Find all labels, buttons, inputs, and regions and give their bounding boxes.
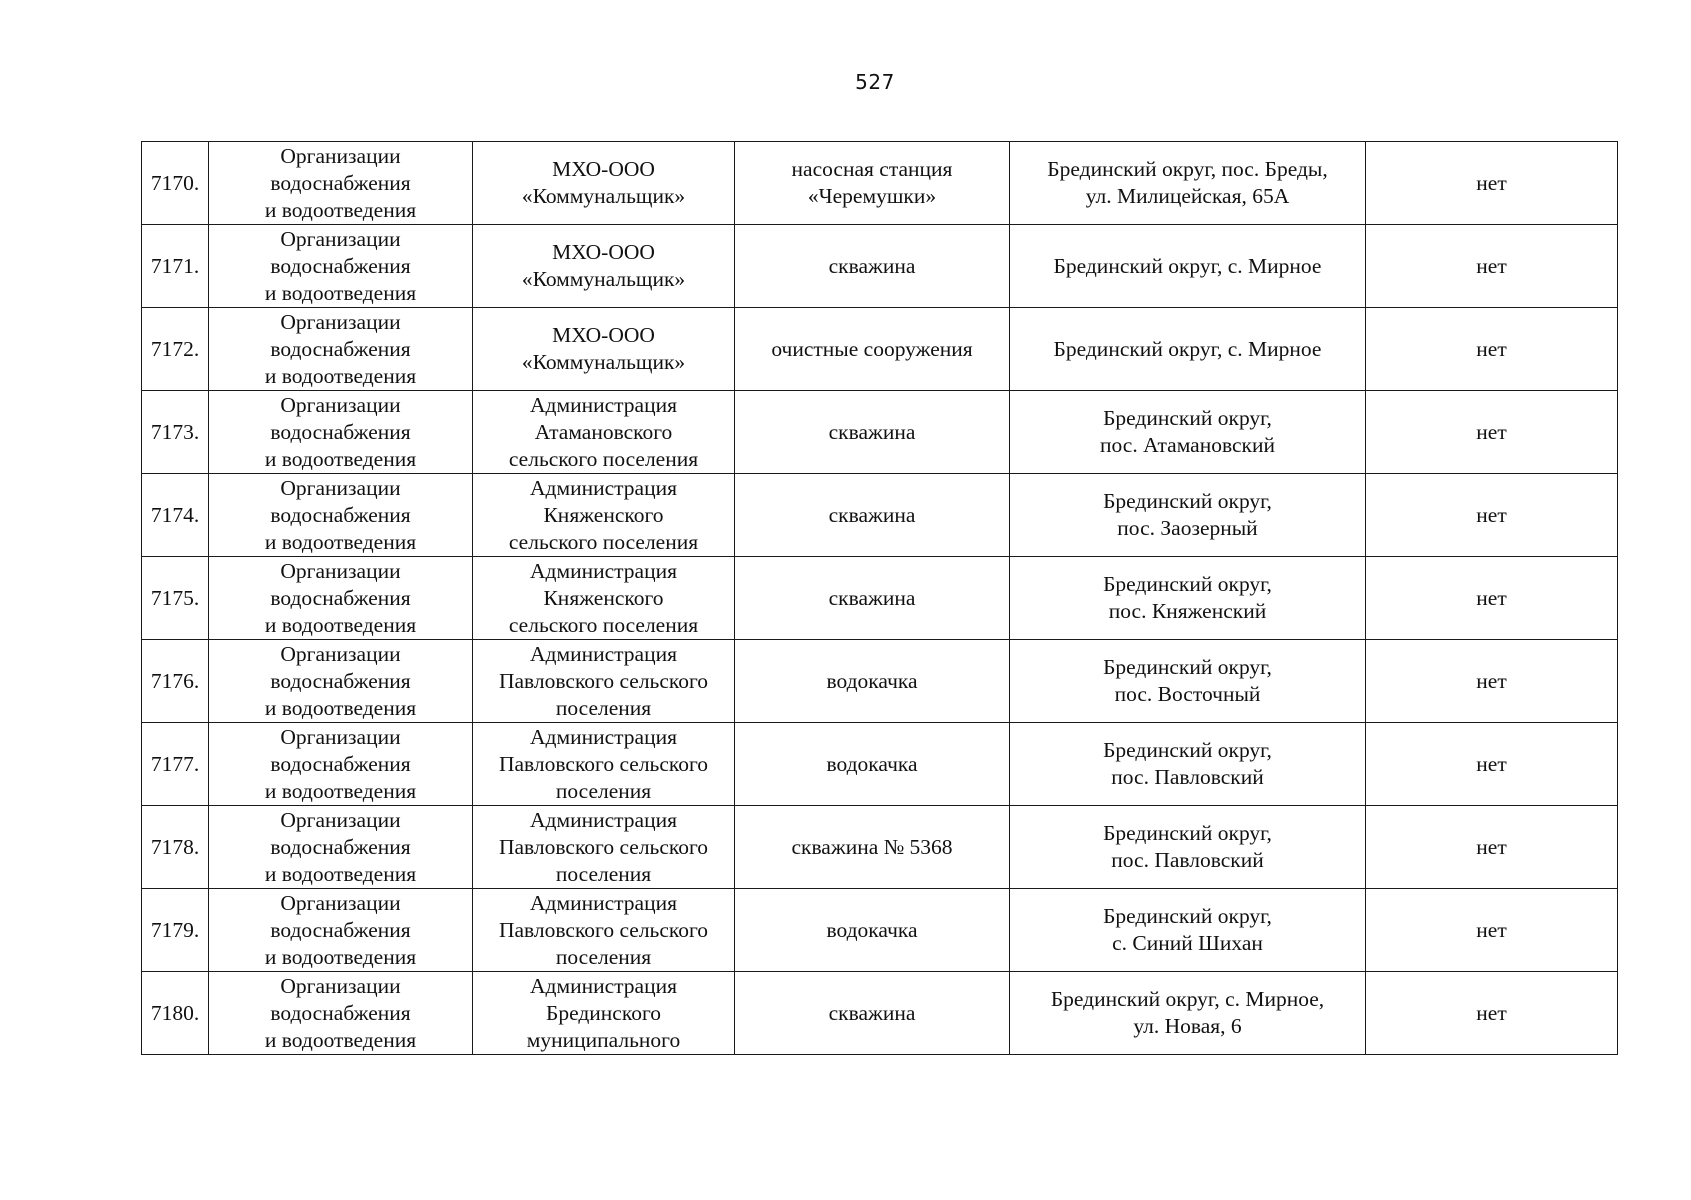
address-cell-lines [1014, 156, 1361, 210]
category-cell-line: и водоотведения [264, 612, 417, 637]
object-cell-line: водокачка [826, 668, 918, 693]
organization-cell-line: Администрация [530, 475, 677, 500]
object-cell [735, 225, 1010, 308]
category-cell-lines [213, 558, 468, 639]
organization-cell-line: МХО-ООО [552, 240, 655, 264]
category-cell [209, 557, 473, 640]
address-cell-line: с. Синий Шихан [1112, 931, 1263, 955]
flag-cell-text: нет [1476, 1000, 1507, 1025]
object-cell-line: скважина [828, 1000, 916, 1025]
address-cell-line: пос. Восточный [1114, 682, 1261, 706]
address-cell-line: Брединский округ, [1103, 904, 1272, 928]
organization-cell-lines [477, 239, 730, 293]
category-cell [209, 889, 473, 972]
category-cell-line: Организации [280, 392, 401, 417]
flag-cell [1366, 225, 1618, 308]
flag-cell [1366, 640, 1618, 723]
organization-cell-line: Администрация [530, 558, 677, 583]
category-cell [209, 225, 473, 308]
row-number [142, 972, 209, 1055]
address-cell-line: Брединский округ, пос. Бреды, [1047, 157, 1328, 181]
organization-cell-line: поселения [555, 861, 652, 886]
category-cell-line: Организации [280, 890, 401, 915]
organization-cell [473, 142, 735, 225]
row-number-text: 7172. [150, 336, 200, 361]
address-cell-lines [1014, 405, 1361, 459]
table-row [142, 972, 1618, 1055]
organization-cell-line: Павловского сельского [498, 751, 709, 776]
object-cell-line: скважина [828, 419, 916, 444]
object-cell-lines [739, 834, 1005, 861]
row-number [142, 308, 209, 391]
object-cell-lines [739, 156, 1005, 210]
category-cell-line: водоснабжения [270, 502, 411, 527]
object-cell-lines [739, 419, 1005, 446]
organization-cell-line: Брединского [546, 1000, 661, 1025]
object-cell [735, 557, 1010, 640]
category-cell [209, 391, 473, 474]
category-cell-line: Организации [280, 475, 401, 500]
flag-cell-text: нет [1476, 834, 1507, 859]
object-cell-lines [739, 253, 1005, 280]
organization-cell-line: Администрация [530, 973, 677, 998]
organization-cell-lines [477, 322, 730, 376]
flag-cell-text: нет [1476, 419, 1507, 444]
object-cell-lines [739, 917, 1005, 944]
address-cell-lines [1014, 488, 1361, 542]
organization-cell-lines [477, 392, 730, 473]
organization-cell [473, 474, 735, 557]
page-number: 527 [855, 70, 895, 94]
category-cell-lines [213, 143, 468, 224]
organization-cell [473, 225, 735, 308]
row-number-text: 7180. [150, 1000, 200, 1025]
row-number-text: 7178. [150, 834, 200, 859]
organization-cell-line: Администрация [530, 724, 677, 749]
category-cell [209, 308, 473, 391]
organization-cell-line: Павловского сельского [498, 834, 709, 859]
organization-cell-line: поселения [555, 778, 652, 803]
address-cell [1010, 225, 1366, 308]
category-cell-lines [213, 807, 468, 888]
address-cell [1010, 142, 1366, 225]
organization-cell-line: Княженского [543, 585, 664, 610]
organization-cell-line: МХО-ООО [552, 157, 655, 181]
address-cell-line: Брединский округ, с. Мирное [1053, 336, 1322, 361]
category-cell-line: и водоотведения [264, 280, 417, 305]
organization-cell-line: сельского поселения [508, 612, 699, 637]
organization-cell [473, 640, 735, 723]
row-number-text: 7175. [150, 585, 200, 610]
category-cell-line: водоснабжения [270, 585, 411, 610]
address-cell [1010, 474, 1366, 557]
organization-cell-line: «Коммунальщик» [521, 184, 686, 208]
category-cell-line: Организации [280, 226, 401, 251]
row-number [142, 889, 209, 972]
category-cell-line: и водоотведения [264, 1027, 417, 1052]
address-cell-line: Брединский округ, [1103, 406, 1272, 430]
address-cell-line: Брединский округ, [1103, 821, 1272, 845]
organization-cell-line: Атамановского [534, 419, 673, 444]
table-row [142, 142, 1618, 225]
table-row [142, 640, 1618, 723]
organization-cell-line: Павловского сельского [498, 668, 709, 693]
address-cell-line: Брединский округ, [1103, 572, 1272, 596]
table-row [142, 391, 1618, 474]
organization-cell [473, 308, 735, 391]
address-cell-lines [1014, 986, 1361, 1040]
object-cell [735, 972, 1010, 1055]
organization-cell-line: МХО-ООО [552, 323, 655, 347]
object-cell-line: «Черемушки» [807, 184, 937, 208]
object-cell-lines [739, 585, 1005, 612]
object-cell [735, 474, 1010, 557]
flag-cell-text: нет [1476, 253, 1507, 278]
row-number-text: 7173. [150, 419, 200, 444]
organization-cell-line: сельского поселения [508, 446, 699, 471]
address-cell [1010, 723, 1366, 806]
object-cell-line: очистные сооружения [771, 336, 973, 361]
category-cell-line: и водоотведения [264, 778, 417, 803]
object-cell-lines [739, 502, 1005, 529]
row-number [142, 806, 209, 889]
row-number [142, 640, 209, 723]
address-cell-lines [1014, 336, 1361, 363]
address-cell-lines [1014, 253, 1361, 280]
category-cell-line: и водоотведения [264, 529, 417, 554]
organization-cell [473, 972, 735, 1055]
organization-cell-line: муниципального [526, 1027, 681, 1052]
category-cell-line: водоснабжения [270, 253, 411, 278]
table-row [142, 557, 1618, 640]
category-cell-line: и водоотведения [264, 861, 417, 886]
organization-cell [473, 391, 735, 474]
category-cell-line: и водоотведения [264, 446, 417, 471]
category-cell-line: Организации [280, 807, 401, 832]
address-cell [1010, 308, 1366, 391]
organization-cell-lines [477, 973, 730, 1054]
category-cell-line: водоснабжения [270, 668, 411, 693]
organization-cell-line: сельского поселения [508, 529, 699, 554]
row-number [142, 723, 209, 806]
address-cell-line: ул. Милицейская, 65А [1085, 184, 1290, 208]
address-cell-lines [1014, 820, 1361, 874]
category-cell [209, 640, 473, 723]
table-row [142, 889, 1618, 972]
flag-cell [1366, 308, 1618, 391]
category-cell-line: водоснабжения [270, 419, 411, 444]
category-cell-line: водоснабжения [270, 1000, 411, 1025]
address-cell [1010, 391, 1366, 474]
address-cell [1010, 806, 1366, 889]
object-cell [735, 308, 1010, 391]
row-number-text: 7176. [150, 668, 200, 693]
flag-cell-text: нет [1476, 170, 1507, 195]
object-cell-line: скважина [828, 253, 916, 278]
organization-cell-lines [477, 724, 730, 805]
object-cell-line: водокачка [826, 751, 918, 776]
organization-cell-line: Администрация [530, 392, 677, 417]
organization-cell-line: поселения [555, 695, 652, 720]
address-cell-lines [1014, 737, 1361, 791]
row-number [142, 557, 209, 640]
object-cell [735, 889, 1010, 972]
row-number-text: 7170. [150, 170, 200, 195]
category-cell-line: водоснабжения [270, 917, 411, 942]
category-cell-line: Организации [280, 143, 401, 168]
category-cell-line: Организации [280, 558, 401, 583]
organization-cell-lines [477, 641, 730, 722]
table-row [142, 806, 1618, 889]
category-cell-lines [213, 226, 468, 307]
row-number-text: 7174. [150, 502, 200, 527]
category-cell-lines [213, 392, 468, 473]
organization-cell [473, 557, 735, 640]
object-cell [735, 391, 1010, 474]
object-cell-lines [739, 668, 1005, 695]
organization-cell [473, 806, 735, 889]
object-cell-line: насосная станция [791, 157, 953, 181]
address-cell-line: Брединский округ, [1103, 489, 1272, 513]
flag-cell-text: нет [1476, 668, 1507, 693]
object-cell-line: скважина [828, 502, 916, 527]
organization-cell-lines [477, 156, 730, 210]
flag-cell-text: нет [1476, 585, 1507, 610]
table-row [142, 723, 1618, 806]
organization-cell-line: Княженского [543, 502, 664, 527]
category-cell-line: и водоотведения [264, 695, 417, 720]
organization-cell-line: «Коммунальщик» [521, 350, 686, 374]
object-cell [735, 806, 1010, 889]
row-number-text: 7171. [150, 253, 200, 278]
organization-cell-line: Павловского сельского [498, 917, 709, 942]
table-body [142, 142, 1618, 1055]
address-cell-lines [1014, 654, 1361, 708]
category-cell-lines [213, 641, 468, 722]
object-cell-line: водокачка [826, 917, 918, 942]
category-cell-lines [213, 475, 468, 556]
organization-cell-lines [477, 807, 730, 888]
category-cell-line: водоснабжения [270, 834, 411, 859]
flag-cell [1366, 972, 1618, 1055]
organization-cell-line: «Коммунальщик» [521, 267, 686, 291]
object-cell-lines [739, 1000, 1005, 1027]
category-cell [209, 474, 473, 557]
category-cell [209, 723, 473, 806]
organization-cell-line: Администрация [530, 890, 677, 915]
address-cell-line: ул. Новая, 6 [1133, 1014, 1242, 1038]
table-row [142, 308, 1618, 391]
address-cell-line: Брединский округ, с. Мирное, [1050, 987, 1325, 1011]
category-cell [209, 806, 473, 889]
category-cell-line: водоснабжения [270, 751, 411, 776]
object-cell-lines [739, 751, 1005, 778]
category-cell-line: водоснабжения [270, 170, 411, 195]
address-cell-line: Брединский округ, [1103, 738, 1272, 762]
organization-cell [473, 889, 735, 972]
organization-cell-lines [477, 558, 730, 639]
category-cell-line: Организации [280, 724, 401, 749]
row-number-text: 7179. [150, 917, 200, 942]
object-cell [735, 723, 1010, 806]
object-cell-line: скважина [828, 585, 916, 610]
category-cell-lines [213, 309, 468, 390]
category-cell-lines [213, 724, 468, 805]
organization-cell [473, 723, 735, 806]
flag-cell-text: нет [1476, 336, 1507, 361]
flag-cell-text: нет [1476, 751, 1507, 776]
address-cell-line: пос. Княженский [1108, 599, 1267, 623]
address-cell [1010, 557, 1366, 640]
address-cell-lines [1014, 571, 1361, 625]
category-cell-line: Организации [280, 973, 401, 998]
object-cell-lines [739, 336, 1005, 363]
category-cell-line: и водоотведения [264, 197, 417, 222]
table-row [142, 474, 1618, 557]
object-cell [735, 640, 1010, 723]
flag-cell-text: нет [1476, 502, 1507, 527]
category-cell-line: и водоотведения [264, 363, 417, 388]
address-cell-lines [1014, 903, 1361, 957]
row-number-text: 7177. [150, 751, 200, 776]
object-cell-line: скважина № 5368 [791, 834, 953, 859]
flag-cell [1366, 889, 1618, 972]
address-cell-line: пос. Заозерный [1117, 516, 1258, 540]
address-cell [1010, 640, 1366, 723]
organization-cell-line: Администрация [530, 807, 677, 832]
facilities-table [141, 141, 1618, 1055]
table-row [142, 225, 1618, 308]
organization-cell-lines [477, 890, 730, 971]
category-cell-line: водоснабжения [270, 336, 411, 361]
category-cell-line: Организации [280, 309, 401, 334]
row-number [142, 391, 209, 474]
flag-cell [1366, 557, 1618, 640]
flag-cell [1366, 806, 1618, 889]
address-cell-line: Брединский округ, с. Мирное [1053, 253, 1322, 278]
category-cell-lines [213, 890, 468, 971]
address-cell [1010, 972, 1366, 1055]
organization-cell-line: Администрация [530, 641, 677, 666]
organization-cell-lines [477, 475, 730, 556]
organization-cell-line: поселения [555, 944, 652, 969]
address-cell-line: пос. Павловский [1111, 848, 1264, 872]
flag-cell [1366, 142, 1618, 225]
category-cell-line: Организации [280, 641, 401, 666]
address-cell-line: Брединский округ, [1103, 655, 1272, 679]
flag-cell [1366, 723, 1618, 806]
flag-cell [1366, 391, 1618, 474]
address-cell [1010, 889, 1366, 972]
category-cell [209, 972, 473, 1055]
row-number [142, 474, 209, 557]
category-cell [209, 142, 473, 225]
row-number [142, 142, 209, 225]
flag-cell [1366, 474, 1618, 557]
category-cell-line: и водоотведения [264, 944, 417, 969]
address-cell-line: пос. Павловский [1111, 765, 1264, 789]
address-cell-line: пос. Атамановский [1099, 433, 1276, 457]
row-number [142, 225, 209, 308]
category-cell-lines [213, 973, 468, 1054]
object-cell [735, 142, 1010, 225]
flag-cell-text: нет [1476, 917, 1507, 942]
